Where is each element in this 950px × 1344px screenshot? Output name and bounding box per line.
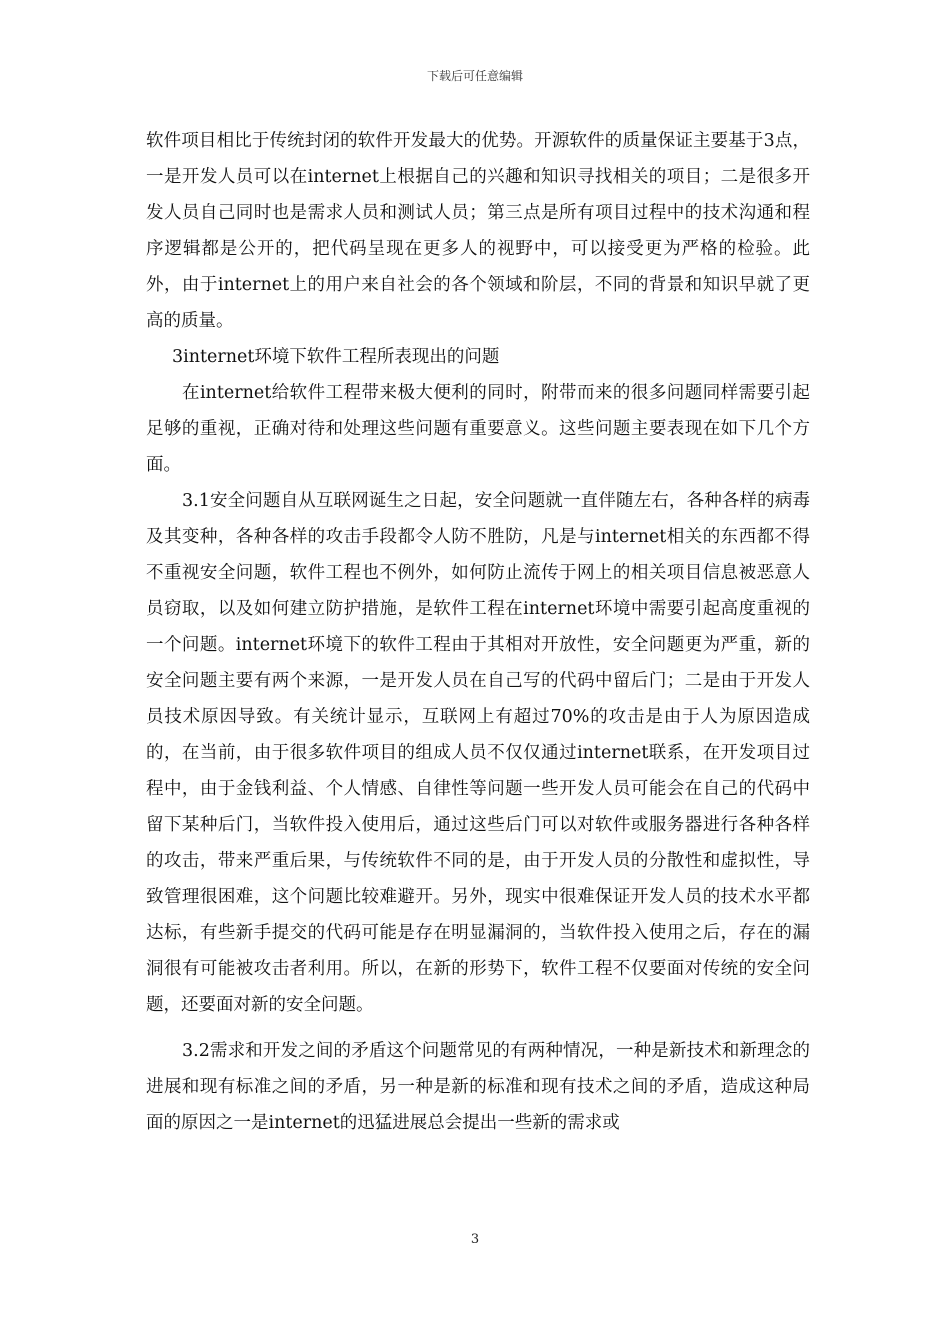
paragraph-requirements: 3.2需求和开发之间的矛盾这个问题常见的有两种情况，一种是新技术和新理念的进展和现有标准之间的矛盾，另一种是新的标准和现有技术之间的矛盾，造成这种局面的原因之一是internet的迅猛进展总会提出一些新的需求或 [146,1041,810,1133]
page-header-note: 下载后可任意编辑 [426,69,523,83]
page-number: 3 [470,1232,480,1247]
paragraph-intro: 在internet给软件工程带来极大便利的同时，附带而来的很多问题同样需要引起足够的重视，正确对待和处理这些问题有重要意义。这些问题主要表现在如下几个方面。 [146,383,810,475]
document-body [146,123,810,1141]
paragraph-security: 3.1安全问题自从互联网诞生之日起，安全问题就一直伴随左右，各种各样的病毒及其变种，各种各样的攻击手段都令人防不胜防，凡是与internet相关的东西都不得不重视安全问题，软件工程也不例外，如何防止流传于网上的相关项目信息被恶意人员窃取，以及如何建立防护措施，是软件工程在internet环境中需要引起高度重视的一个问题。internet环境下的软件工程由于其相对开放性，安全问题更为严重，新的安全问题主要有两个来源，一是开发人员在自己写的代码中留后门；二是由于开发人员技术原因导致。有关统计显示，互联网上有超过70%的攻击是由于人为原因造成的，在当前，由于很多软件项目的组成人员不仅仅通过internet联系，在开发项目过程中，由于金钱利益、个人情感、自律性等问题一些开发人员可能会在自己的代码中留下某种后门，当软件投入使用后，通过这些后门可以对软件或服务器进行各种各样的攻击，带来严重后果，与传统软件不同的是，由于开发人员的分散性和虚拟性，导致管理很困难，这个问题比较难避开。另外，现实中很难保证开发人员的技术水平都达标，有些新手提交的代码可能是存在明显漏洞的，当软件投入使用之后，存在的漏洞很有可能被攻击者利用。所以，在新的形势下，软件工程不仅要面对传统的安全问题，还要面对新的安全问题。 [146,491,810,1015]
paragraph-continuation: 软件项目相比于传统封闭的软件开发最大的优势。开源软件的质量保证主要基于3点，一是开发人员可以在internet上根据自己的兴趣和知识寻找相关的项目；二是很多开发人员自己同时也是需求人员和测试人员；第三点是所有项目过程中的技术沟通和程序逻辑都是公开的，把代码呈现在更多人的视野中，可以接受更为严格的检验。此外，由于internet上的用户来自社会的各个领域和阶层，不同的背景和知识早就了更高的质量。 [146,131,810,331]
section-heading: 3internet环境下软件工程所表现出的问题 [172,347,500,367]
